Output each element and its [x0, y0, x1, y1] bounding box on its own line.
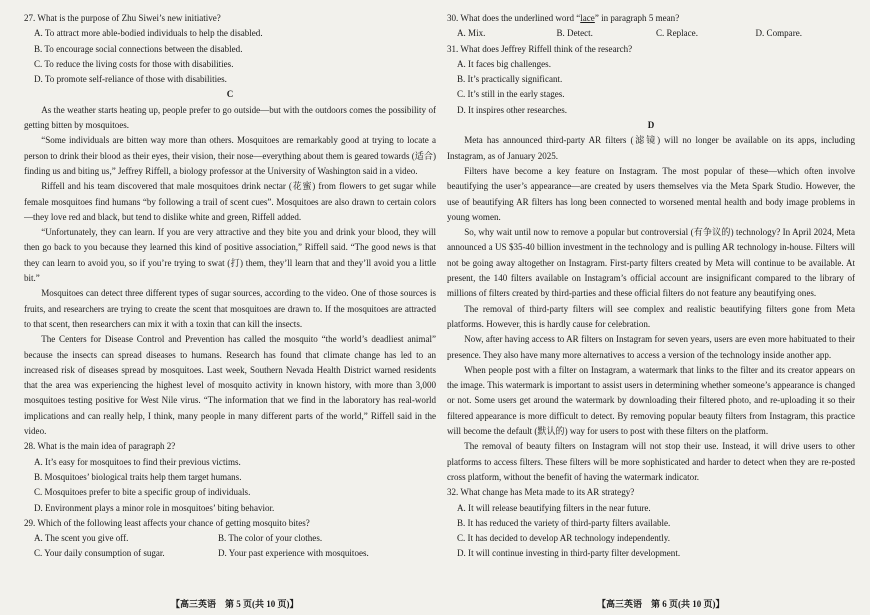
- question-31-option-d: D. It inspires other researches.: [457, 104, 568, 115]
- question-27-option-a: A. To attract more able-bodied individuals to help the disabled.: [34, 28, 263, 39]
- passage-d-paragraph-5: Now, after having access to AR filters on Instagram for seven years, users are even more habituated to their presence. They also have many more alternatives to access a version of the technology inside another app.: [447, 334, 855, 360]
- question-30-option-b: B. Detect.: [556, 28, 593, 39]
- passage-c-paragraph-6: The Centers for Disease Control and Prevention has called the mosquito “the world’s deadliest animal” because the insects can spread diseases to humans. Research has found that climate change has led to an increased risk of diseases spread by mosquitoes. Last week, Southern Nevada Health District warned residents that the area was experiencing the highest level of mosquito activity in known history, with more than 3,000 mosquitoes testing positive for West Nile virus. “The information that we find in the laboratory has real-world implications and can really help, I think, many people in many different parts of the world,” Riffell said in the video.: [24, 334, 436, 437]
- question-28-option-d: D. Environment plays a minor role in mosquitoes’ biting behavior.: [34, 502, 275, 513]
- question-28-option-a: A. It’s easy for mosquitoes to find their previous victims.: [34, 456, 241, 467]
- question-30-stem-after: ” in paragraph 5 mean?: [594, 13, 680, 23]
- question-29-stem: 29. Which of the following least affects your chance of getting mosquito bites?: [24, 517, 310, 528]
- question-32-option-d: D. It will continue investing in third-party filter development.: [457, 548, 681, 559]
- question-29-options-row-1: [24, 531, 436, 546]
- question-32-option-b: B. It has reduced the variety of third-party filters available.: [457, 517, 671, 528]
- question-29-option-a: A. The scent you give off.: [34, 533, 129, 544]
- passage-d-paragraph-1: Meta has announced third-party AR filters (滤镜) will no longer be available on its apps, including Instagram, as of January 2025.: [447, 135, 855, 161]
- page-footer-right: 【高三英语 第 6 页(共 10 页)】: [597, 599, 725, 609]
- question-29-option-b: B. The color of your clothes.: [218, 533, 323, 544]
- question-27-stem: 27. What is the purpose of Zhu Siwei’s new initiative?: [24, 13, 221, 23]
- question-30-option-d: D. Compare.: [755, 28, 802, 39]
- question-29-option-d: D. Your past experience with mosquitoes.: [218, 548, 369, 559]
- question-31-option-b: B. It’s practically significant.: [457, 74, 563, 85]
- question-30-stem: [447, 11, 855, 26]
- passage-c-paragraph-2: “Some individuals are bitten way more than others. Mosquitoes are remarkably good at trying to locate a person to drink their blood as their eyes, their vision, their nose—everything about them is geared towards (适合) finding us and biting us,” Jeffrey Riffell, a biology professor at the University of Washington said in a video.: [24, 135, 436, 176]
- question-27-option-b: B. To encourage social connections between the disabled.: [34, 43, 243, 54]
- question-30-option-a: A. Mix.: [457, 28, 486, 39]
- passage-d-paragraph-2: Filters have become a key feature on Instagram. The most popular of these—which often involve beautifying the user’s appearance—are created by users themselves via the Meta Spark Studio. However, the use of beautifying AR filters has long been connected to worsened mental health and body image problems in young women.: [447, 165, 855, 222]
- section-c-heading: C: [226, 89, 234, 100]
- question-27-option-d: D. To promote self-reliance of those with disabilities.: [34, 74, 227, 85]
- question-30-stem-before: 30. What does the underlined word “: [447, 13, 581, 23]
- question-28-option-b: B. Mosquitoes’ biological traits help them target humans.: [34, 471, 242, 482]
- passage-d-paragraph-4: The removal of third-party filters will see complex and realistic beautifying filters gone from Meta platforms. However, this is hardly cause for celebration.: [447, 303, 855, 329]
- left-column: [24, 11, 436, 603]
- section-d-heading: D: [647, 120, 655, 131]
- question-30-option-c: C. Replace.: [656, 28, 698, 39]
- question-28-option-c: C. Mosquitoes prefer to bite a specific group of individuals.: [34, 487, 251, 498]
- question-29-options-row-2: [24, 546, 436, 561]
- question-32-stem: 32. What change has Meta made to its AR strategy?: [447, 487, 635, 498]
- passage-d-paragraph-3: So, why wait until now to remove a popular but controversial (有争议的) technology? In April 2024, Meta announced a US $35-40 billion investment in the technology and is pulling AR technology in-house. Filters will not be going away altogether on Instagram. First-party filters created by Meta will continue to be available. At present, the 140 filters available on Instagram’s official account are insignificant compared to the library of millions of filters created by third-parties and these official filters do not feature any beautifying ones.: [447, 227, 855, 299]
- passage-d-paragraph-7: The removal of beauty filters on Instagram will not stop their use. Instead, it will drive users to other platforms to access filters. These filters will be more sophisticated and harder to detect when they are re-posted cross platform, without the benefit of having the watermark indicator.: [447, 441, 855, 482]
- question-28-stem: 28. What is the main idea of paragraph 2?: [24, 441, 176, 452]
- question-31-option-a: A. It faces big challenges.: [457, 58, 551, 69]
- page-footer-left: 【高三英语 第 5 页(共 10 页)】: [171, 599, 299, 609]
- question-30-options: [447, 26, 855, 41]
- question-31-stem: 31. What does Jeffrey Riffell think of the research?: [447, 43, 633, 54]
- question-32-option-c: C. It has decided to develop AR technology independently.: [457, 533, 670, 544]
- question-30-underlined-word: lace: [580, 13, 595, 23]
- question-32-option-a: A. It will release beautifying filters in the near future.: [457, 502, 651, 513]
- passage-c-paragraph-3: Riffell and his team discovered that male mosquitoes drink nectar (花蜜) from flowers to get sugar while female mosquitoes find humans “by following a trail of scent cues”. Mosquitoes are also drawn to certain colors—they love red and black, but tend to dislike white and green, Riffell added.: [24, 181, 436, 222]
- question-31-option-c: C. It’s still in the early stages.: [457, 89, 565, 100]
- question-29-option-c: C. Your daily consumption of sugar.: [34, 548, 165, 559]
- right-column: [447, 11, 855, 603]
- passage-d-paragraph-6: When people post with a filter on Instagram, a watermark that links to the filter and its creator appears on the image. This watermark is important to assist users in determining whether someone’s appearance is changed or not. Some users get around the watermark by downloading their filtered photo, and re-uploading it so their filtered appearance is more difficult to detect. By removing popular beauty filters from Instagram, this practice will become the default (默认的) way for users to post with these filters on the platform.: [447, 364, 855, 437]
- passage-c-paragraph-5: Mosquitoes can detect three different types of sugar sources, according to the video. One of those sources is fruits, and researchers are trying to create the scent that mosquitoes are drawn to. If the mosquitoes are attracted to that scent, then researchers can mix it with a toxin that can kill the insects.: [24, 288, 436, 329]
- passage-c-paragraph-1: As the weather starts heating up, people prefer to go outside—but with the outdoors comes the possibility of getting bitten by mosquitoes.: [24, 104, 436, 131]
- passage-c-paragraph-4: “Unfortunately, they can learn. If you are very attractive and they bite you and drink your blood, they will then go back to you because they learned this kind of positive association,” Riffell said. “The good news is that they can learn to avoid you, so if you’re trying to swat (打) them, they’ll learn that and they’ll avoid you a little bit.”: [24, 227, 436, 284]
- question-27-option-c: C. To reduce the living costs for those with disabilities.: [34, 58, 234, 69]
